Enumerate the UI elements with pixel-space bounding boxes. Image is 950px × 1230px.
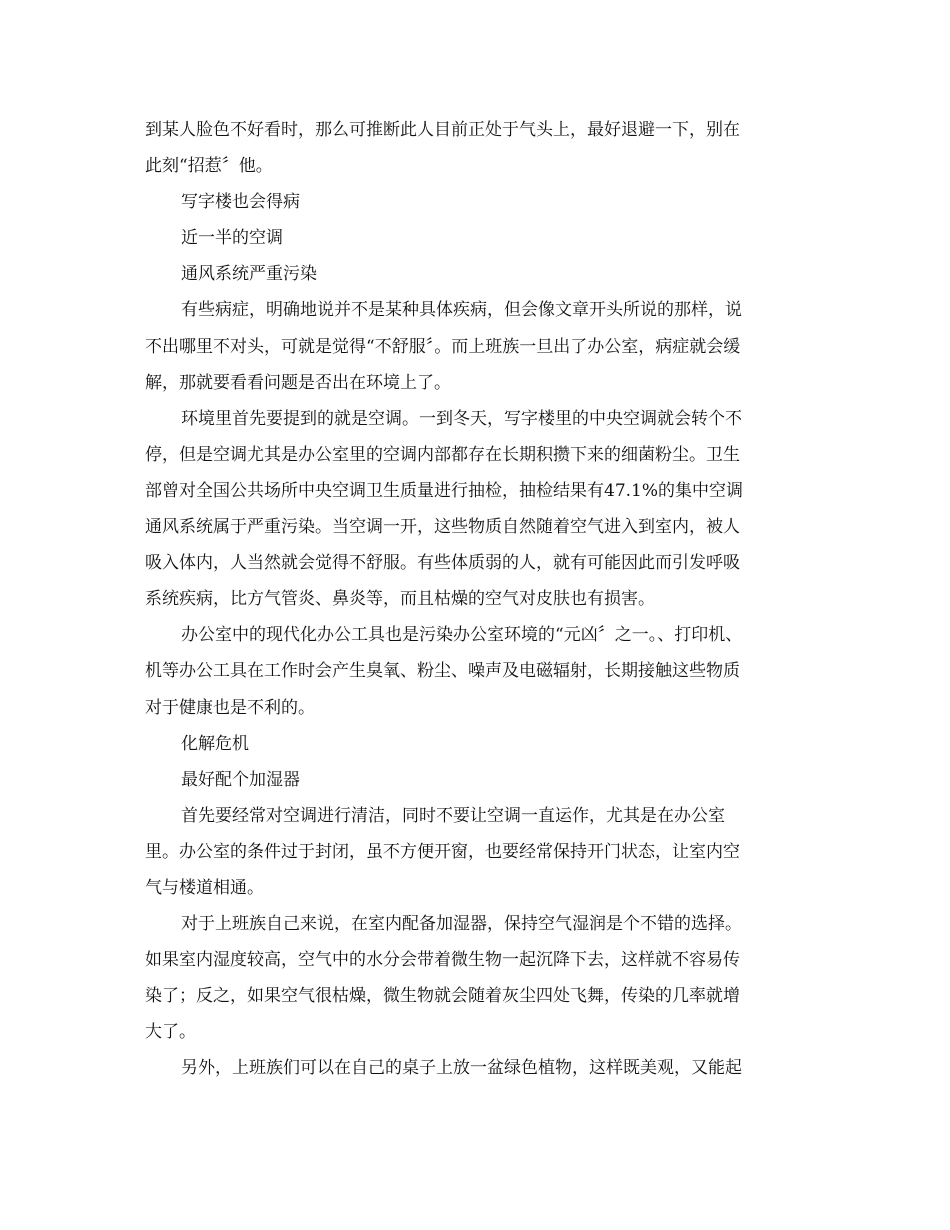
- text-line: 对于上班族自己来说，在室内配备加湿器，保持空气湿润是个不错的选择。: [181, 914, 742, 935]
- text-line: 通风系统属于严重污染。当空调一开，这些物质自然随着空气进入到室内，被人: [145, 517, 740, 538]
- text-line: 部曾对全国公共场所中央空调卫生质量进行抽检，抽检结果有47.1%的集中空调: [145, 480, 744, 501]
- section-heading: 写字楼也会得病: [181, 192, 300, 213]
- section-heading: 化解危机: [181, 733, 249, 754]
- text-line: 机等办公工具在工作时会产生臭氧、粉尘、噪声及电磁辐射，长期接触这些物质: [145, 661, 740, 682]
- text-line: 染了；反之，如果空气很枯燥，微生物就会随着灰尘四处飞舞，传染的几率就增: [145, 986, 740, 1007]
- text-line: 此刻“招惹〞他。: [145, 156, 273, 177]
- text-line: 环境里首先要提到的就是空调。一到冬天，写字楼里的中央空调就会转个不: [181, 408, 742, 429]
- text-line: 吸入体内，人当然就会觉得不舒服。有些体质弱的人，就有可能因此而引发呼吸: [145, 553, 740, 574]
- text-line: 气与楼道相通。: [145, 877, 264, 898]
- text-line: 停，但是空调尤其是办公室里的空调内部都存在长期积攒下来的细菌粉尘。卫生: [145, 444, 740, 465]
- text-line: 到某人脸色不好看时，那么可推断此人目前正处于气头上，最好退避一下，别在: [145, 120, 740, 140]
- text-line: 有些病症，明确地说并不是某种具体疾病，但会像文章开头所说的那样，说: [181, 300, 742, 321]
- text-line: 不出哪里不对头，可就是觉得“不舒服〞。而上班族一旦出了办公室，病症就会缓: [145, 336, 741, 357]
- text-line: 首先要经常对空调进行清洁，同时不要让空调一直运作，尤其是在办公室: [181, 805, 725, 826]
- body-text: [145, 112, 805, 1087]
- text-line: 办公室中的现代化办公工具也是污染办公室环境的“元凶〞之一。、打印机、: [181, 625, 743, 646]
- section-heading: 通风系统严重污染: [181, 264, 317, 285]
- text-line: 里。办公室的条件过于封闭，虽不方便开窗，也要经常保持开门状态，让室内空: [145, 841, 740, 862]
- section-heading: 最好配个加湿器: [181, 769, 300, 790]
- text-line: 大了。: [145, 1022, 196, 1043]
- text-line: 对于健康也是不利的。: [145, 697, 315, 718]
- text-line: 如果室内湿度较高，空气中的水分会带着微生物一起沉降下去，这样就不容易传: [145, 950, 740, 971]
- text-line: 另外，上班族们可以在自己的桌子上放一盆绿色植物，这样既美观，又能起: [181, 1058, 742, 1079]
- section-heading: 近一半的空调: [181, 228, 283, 249]
- text-line: 系统疾病，比方气管炎、鼻炎等，而且枯燥的空气对皮肤也有损害。: [145, 589, 655, 610]
- text-line: 解，那就要看看问题是否出在环境上了。: [145, 372, 451, 393]
